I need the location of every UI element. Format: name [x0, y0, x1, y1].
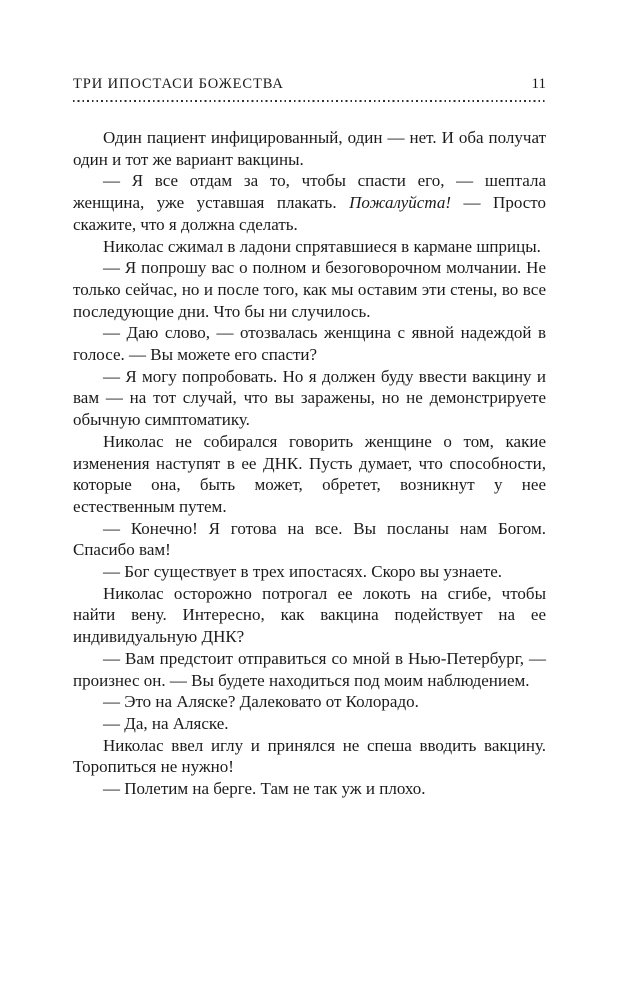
- running-header-title: ТРИ ИПОСТАСИ БОЖЕСТВА: [73, 76, 284, 92]
- paragraph-text: — Просто скажите, что я должна сделать.: [73, 193, 547, 234]
- paragraph: — Я попрошу вас о полном и безоговорочном молчании. Не только сейчас, но и после того, как мы оставим эти стены, во все последующие дни. Что бы ни случилось.: [73, 258, 546, 321]
- paragraph: Один пациент инфицированный, один — нет. И оба получат один и тот же вариант вакцины.: [73, 128, 546, 169]
- paragraph: — Это на Аляске? Далековато от Колорадо.: [103, 692, 419, 712]
- page-number: 11: [531, 76, 546, 92]
- dotted-separator: [73, 100, 546, 102]
- paragraph: — Полетим на берге. Там не так уж и плохо.: [103, 779, 426, 799]
- paragraph: — Конечно! Я готова на все. Вы посланы нам Богом. Спасибо вам!: [73, 518, 546, 560]
- paragraph: Николас ввел иглу и принялся не спеша вводить вакцину. Торопиться не нужно!: [73, 735, 546, 777]
- italic-text: Пожалуйста!: [349, 193, 451, 213]
- paragraph: — Бог существует в трех ипостасях. Скоро вы узнаете.: [103, 562, 503, 582]
- paragraph: — Вам предстоит отправиться со мной в Нью-Петербург, — произнес он. — Вы будете находиться под моим наблюдением.: [73, 648, 546, 690]
- page-body: [73, 127, 546, 800]
- paragraph: [73, 170, 546, 235]
- paragraph: — Я могу попробовать. Но я должен буду ввести вакцину и вам — на тот случай, что вы заражены, но не демонстрируете обычную симптоматику.: [73, 366, 546, 430]
- paragraph: Николас осторожно потрогал ее локоть на сгибе, чтобы найти вену. Интересно, как вакцина подействует на ее индивидуальную ДНК?: [73, 583, 546, 647]
- paragraph-text: — Я все отдам за то, чтобы спасти его, — шептала женщина, уже уставшая плакать.: [73, 171, 546, 213]
- running-header: [73, 76, 546, 93]
- paragraph: Николас не собирался говорить женщине о том, какие изменения наступят в ее ДНК. Пусть думает, что способности, которые она, быть может, обретет, возникнут у нее естественным путем.: [73, 431, 546, 516]
- paragraph: — Да, на Аляске.: [103, 713, 229, 733]
- paragraph: — Даю слово, — отозвалась женщина с явной надеждой в голосе. — Вы можете его спасти?: [73, 323, 546, 365]
- paragraph: Николас сжимал в ладони спрятавшиеся в кармане шприцы.: [103, 236, 541, 256]
